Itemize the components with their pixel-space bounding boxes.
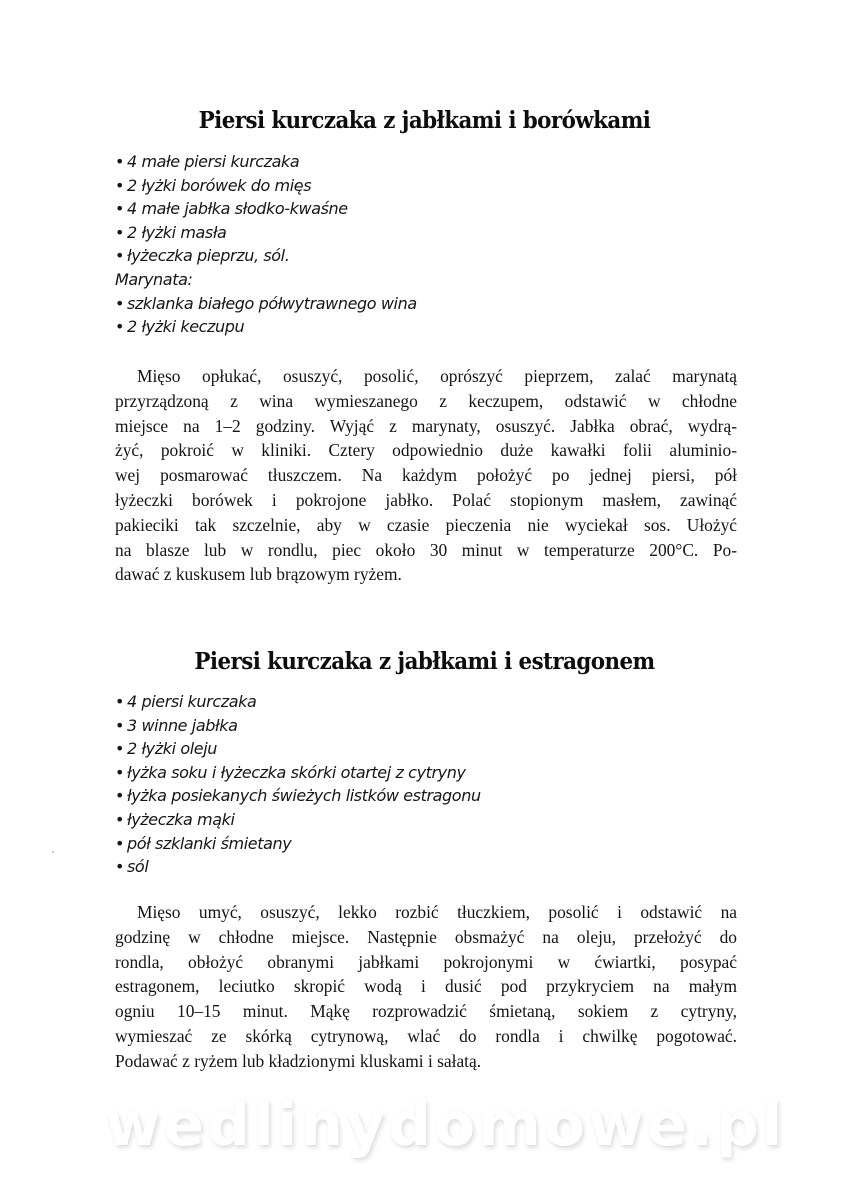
watermark: wedlinydomowe.pl: [105, 1090, 786, 1160]
method-line: rondla, obłożyć obranymi jabłkami pokrojonymi w ćwiartki, posypać: [115, 951, 737, 972]
bullet-icon: •: [115, 809, 125, 829]
method-line: Podawać z ryżem lub kładzionymi kluskami i sałatą.: [115, 1050, 482, 1071]
recipe-2-title: Piersi kurczaka z jabłkami i estragonem: [194, 648, 655, 675]
method-line: wej posmarować tłuszczem. Na każdym położyć po jednej piersi, pół: [115, 465, 737, 486]
method-line: godzinę w chłodne miejsce. Następnie obsmażyć na oleju, przełożyć do: [115, 926, 737, 947]
bullet-icon: •: [115, 692, 125, 711]
ingredient-item: • 2 łyżki borówek do mięs: [115, 174, 417, 198]
method-line: pakieciki tak szczelnie, aby w czasie pieczenia nie wyciekał sos. Ułożyć: [115, 514, 737, 535]
method-line: na blasze lub w rondlu, piec około 30 minut w temperaturze 200°C. Po-: [115, 539, 737, 560]
marinade-item: • 2 łyżki keczupu: [115, 315, 417, 339]
ingredient-item: • 4 małe piersi kurczaka: [115, 150, 417, 174]
bullet-icon: •: [115, 786, 125, 806]
bullet-icon: •: [115, 222, 125, 242]
bullet-icon: •: [115, 293, 125, 313]
ingredient-item: • sól: [115, 855, 481, 879]
method-line: przyrządzoną z wina wymieszanego z keczupem, odstawić w chłodne: [115, 390, 737, 411]
marinade-label: Marynata:: [115, 269, 193, 289]
bullet-icon: •: [115, 175, 125, 195]
method-line: Mięso umyć, osuszyć, lekko rozbić tłuczkiem, posolić i odstawić na: [137, 902, 737, 922]
method-line: estragonem, leciutko skropić wodą i dusić pod przykryciem na małym: [115, 976, 737, 997]
ingredient-item: • łyżka soku i łyżeczka skórki otartej z cytryny: [115, 761, 481, 785]
ingredient-item: • łyżeczka mąki: [115, 808, 481, 832]
scan-speck: [52, 851, 54, 853]
method-line: Mięso opłukać, osuszyć, posolić, oprószyć pieprzem, zalać marynatą: [137, 366, 737, 386]
recipe-1-title: Piersi kurczaka z jabłkami i borówkami: [198, 107, 651, 134]
ingredient-item: • 4 małe jabłka słodko-kwaśne: [115, 197, 417, 221]
bullet-icon: •: [115, 762, 125, 782]
method-line: ogniu 10–15 minut. Mąkę rozprowadzić śmietaną, sokiem z cytryny,: [115, 1001, 737, 1022]
ingredient-item: • 4 piersi kurczaka: [115, 690, 481, 714]
recipe-2-ingredients: [115, 690, 481, 879]
ingredient-item: • pół szklanki śmietany: [115, 832, 481, 856]
ingredient-item: • 3 winne jabłka: [115, 714, 481, 738]
ingredient-item: • 2 łyżki oleju: [115, 737, 481, 761]
recipe-1-method: [115, 364, 737, 587]
bullet-icon: •: [115, 317, 125, 337]
method-line: wymieszać ze skórką cytrynową, wlać do rondla i chwilkę pogotować.: [115, 1025, 737, 1046]
recipe-1-ingredients: [115, 150, 417, 339]
method-line: żyć, pokroić w kliniki. Cztery odpowiednio duże kawałki folii aluminio-: [115, 440, 737, 461]
recipe-2-method: [115, 900, 737, 1074]
bullet-icon: •: [115, 857, 125, 877]
method-line: miejsce na 1–2 godziny. Wyjąć z marynaty, osuszyć. Jabłka obrać, wydrą-: [115, 415, 737, 436]
method-line: dawać z kuskusem lub brązowym ryżem.: [115, 564, 402, 585]
bullet-icon: •: [115, 739, 125, 759]
bullet-icon: •: [115, 715, 125, 735]
method-line: łyżeczki borówek i pokrojone jabłko. Polać stopionym masłem, zawinąć: [115, 489, 737, 510]
bullet-icon: •: [115, 833, 125, 853]
bullet-icon: •: [115, 246, 125, 266]
marinade-item: • szklanka białego półwytrawnego wina: [115, 292, 417, 316]
bullet-icon: •: [115, 152, 125, 171]
ingredient-item: • łyżka posiekanych świeżych listków estragonu: [115, 784, 481, 808]
bullet-icon: •: [115, 199, 125, 219]
ingredient-item: • 2 łyżki masła: [115, 221, 417, 245]
ingredient-item: • łyżeczka pieprzu, sól.: [115, 244, 417, 268]
